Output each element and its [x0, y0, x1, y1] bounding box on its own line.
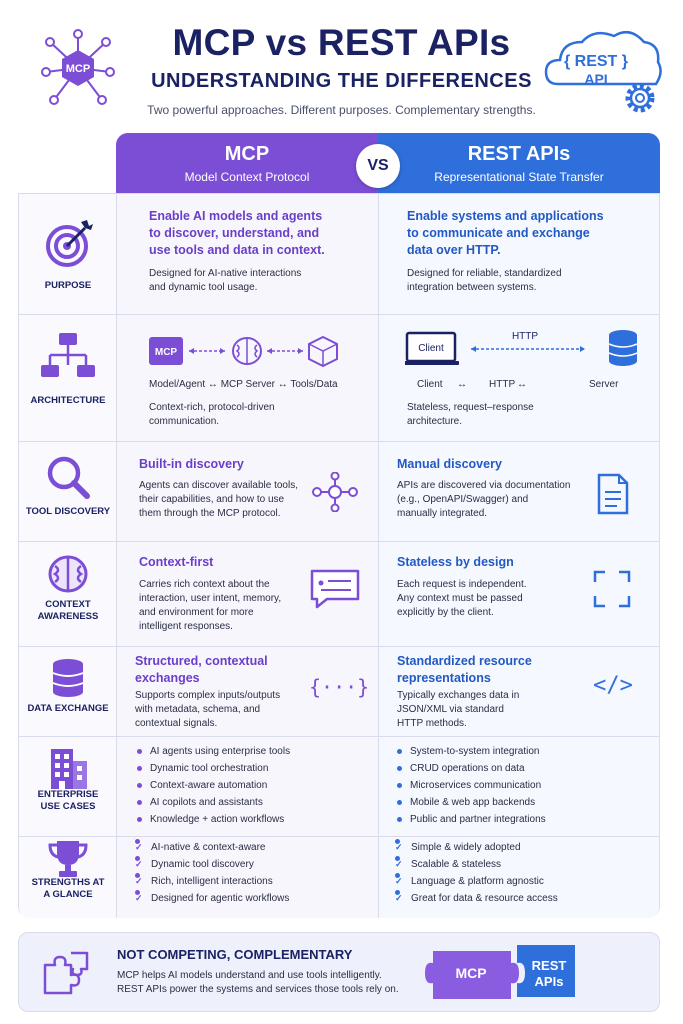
heading-line: Enable systems and applications — [407, 209, 604, 223]
mcp-strengths-list — [135, 839, 289, 907]
puzzle-rest-label-2: APIs — [534, 974, 564, 989]
page-tagline: Two powerful approaches. Different purposes. Complementary strengths. — [147, 103, 536, 117]
rest-flow-http: HTTP — [489, 379, 516, 390]
heading-line: representations — [397, 671, 491, 685]
rest-flow-arrow-2: ↔ — [517, 379, 527, 390]
list-item: Mobile & web app backends — [395, 794, 546, 811]
comparison-table — [18, 193, 660, 917]
rest-column-subtitle: Representational State Transfer — [434, 170, 604, 184]
brain-icon — [41, 552, 95, 606]
magnifier-icon — [41, 452, 95, 506]
tool-discovery-rest-body — [397, 479, 570, 521]
rest-flow-client: Client — [417, 379, 443, 390]
rest-logo-line2: API — [584, 71, 608, 87]
tool-discovery-mcp-body — [139, 479, 298, 521]
list-item: Dynamic tool orchestration — [135, 760, 290, 777]
puzzle-mcp-label: MCP — [455, 965, 487, 981]
list-item: ✓ Language & platform agnostic — [395, 873, 558, 890]
body-line: Typically exchanges data in — [397, 690, 520, 701]
context-rest-heading: Stateless by design — [397, 555, 514, 569]
heading-line: to communicate and exchange — [407, 226, 590, 240]
mcp-architecture-diagram — [147, 333, 347, 369]
purpose-mcp-body — [149, 267, 301, 295]
row-architecture — [19, 314, 659, 441]
body-line: Supports complex inputs/outputs — [135, 690, 281, 701]
heading-line: data over HTTP. — [407, 243, 501, 257]
puzzle-rest-label-1: REST — [531, 958, 567, 973]
list-item: Public and partner integrations — [395, 811, 546, 828]
body-line: Each request is independent. — [397, 579, 527, 590]
tool-discovery-rest-heading: Manual discovery — [397, 457, 502, 471]
network-nodes-icon — [311, 472, 359, 512]
list-item: ✓ Great for data & resource access — [395, 890, 558, 907]
body-line: (e.g., OpenAPI/Swagger) and — [397, 494, 529, 505]
label-line: AWARENESS — [37, 611, 99, 622]
footer-line: REST APIs power the systems and services those tools rely on. — [117, 984, 399, 995]
context-mcp-heading: Context-first — [139, 555, 214, 569]
rest-column-title: REST APIs — [467, 143, 571, 165]
rest-strengths-list — [395, 839, 558, 907]
row-data-exchange — [19, 646, 659, 736]
mcp-logo-text: MCP — [65, 63, 91, 75]
body-line: and dynamic tool usage. — [149, 282, 258, 293]
footer-title: NOT COMPETING, COMPLEMENTARY — [117, 947, 353, 962]
mcp-column-title: MCP — [224, 143, 270, 165]
label-line: CONTEXT — [45, 599, 91, 610]
body-line: architecture. — [407, 416, 463, 427]
mcp-column-header — [116, 133, 378, 193]
mcp-arch-box-label: MCP — [154, 347, 178, 358]
data-exchange-rest-body — [397, 689, 519, 731]
hierarchy-icon — [41, 331, 95, 385]
puzzle-mcp-rest-graphic — [425, 939, 595, 1007]
row-label-tool-discovery: TOOL DISCOVERY — [25, 506, 111, 517]
body-line: Designed for reliable, standardized — [407, 268, 562, 279]
heading-line: exchanges — [135, 671, 200, 685]
label-line: USE CASES — [40, 801, 96, 812]
document-icon — [595, 472, 631, 516]
body-line: contextual signals. — [135, 718, 218, 729]
body-line: communication. — [149, 416, 220, 427]
brain-chip-icon — [233, 338, 261, 364]
purpose-mcp-heading — [149, 208, 325, 259]
body-line: and environment for more — [139, 607, 254, 618]
mcp-column-subtitle: Model Context Protocol — [184, 170, 310, 184]
footer-text — [117, 969, 417, 997]
label-line: ENTERPRISE — [37, 789, 99, 800]
database-icon — [609, 330, 637, 366]
row-label-enterprise-use-cases — [19, 789, 117, 813]
heading-line: use tools and data in context. — [149, 243, 325, 257]
rest-api-cloud-icon — [540, 22, 665, 122]
list-item: System-to-system integration — [395, 743, 546, 760]
page-title: MCP vs REST APIs — [172, 22, 511, 63]
code-brackets-icon: </> — [593, 673, 633, 698]
puzzle-pieces-icon — [41, 949, 91, 997]
row-label-data-exchange: DATA EXCHANGE — [27, 703, 109, 714]
heading-line: Enable AI models and agents — [149, 209, 323, 223]
list-item: AI agents using enterprise tools — [135, 743, 290, 760]
label-line: A GLANCE — [43, 889, 93, 900]
list-item: ✓ Designed for agentic workflows — [135, 890, 289, 907]
footer-banner — [18, 932, 660, 1012]
list-item: Microservices communication — [395, 777, 546, 794]
body-line: integration between systems. — [407, 282, 537, 293]
body-line: them through the MCP protocol. — [139, 508, 281, 519]
rest-column-header — [378, 133, 660, 193]
chat-bubble-icon — [309, 568, 361, 610]
gear-icon — [628, 86, 652, 110]
vs-badge: VS — [356, 144, 400, 188]
architecture-rest-body — [407, 401, 534, 429]
curly-braces-icon: {···} — [309, 675, 370, 699]
body-line: interaction, user intent, memory, — [139, 593, 282, 604]
row-strengths — [19, 836, 659, 918]
list-item: Context-aware automation — [135, 777, 290, 794]
label-line: STRENGTHS AT — [31, 877, 105, 888]
list-item: Knowledge + action workflows — [135, 811, 290, 828]
context-mcp-body — [139, 578, 281, 634]
row-label-purpose: PURPOSE — [44, 280, 92, 291]
mcp-architecture-flow: Model/Agent ↔ MCP Server ↔ Tools/Data — [149, 379, 338, 390]
row-label-architecture: ARCHITECTURE — [30, 395, 106, 406]
body-line: with metadata, schema, and — [135, 704, 261, 715]
rest-flow-arrow: ↔ — [457, 379, 467, 390]
database-icon — [41, 655, 95, 709]
row-label-strengths — [19, 877, 117, 901]
data-exchange-rest-heading — [397, 653, 532, 687]
row-purpose — [19, 194, 659, 314]
body-line: APIs are discovered via documentation — [397, 480, 571, 491]
heading-line: to discover, understand, and — [149, 226, 320, 240]
body-line: Context-rich, protocol-driven — [149, 402, 275, 413]
rest-http-label: HTTP — [511, 331, 539, 342]
trophy-icon — [41, 839, 95, 879]
row-label-context-awareness — [19, 599, 117, 623]
body-line: their capabilities, and how to use — [139, 494, 285, 505]
data-exchange-mcp-body — [135, 689, 280, 731]
context-rest-body — [397, 578, 527, 620]
body-line: JSON/XML via standard — [397, 704, 504, 715]
row-tool-discovery — [19, 441, 659, 541]
list-item: ✓ Rich, intelligent interactions — [135, 873, 289, 890]
body-line: Stateless, request–response — [407, 402, 534, 413]
target-icon — [41, 216, 95, 270]
rest-architecture-diagram — [405, 327, 645, 371]
body-line: manually integrated. — [397, 508, 488, 519]
header — [0, 0, 683, 130]
rest-flow-server: Server — [589, 379, 619, 390]
list-item: AI copilots and assistants — [135, 794, 290, 811]
purpose-rest-body — [407, 267, 562, 295]
body-line: Designed for AI-native interactions — [149, 268, 302, 279]
cube-icon — [309, 337, 337, 366]
architecture-mcp-body — [149, 401, 275, 429]
tool-discovery-mcp-heading: Built-in discovery — [139, 457, 244, 471]
row-enterprise-use-cases — [19, 736, 659, 836]
heading-line: Standardized resource — [397, 654, 532, 668]
list-item: ✓ Simple & widely adopted — [395, 839, 558, 856]
body-line: intelligent responses. — [139, 621, 233, 632]
page-subtitle: UNDERSTANDING THE DIFFERENCES — [151, 70, 532, 92]
body-line: Carries rich context about the — [139, 579, 270, 590]
body-line: HTTP methods. — [397, 718, 467, 729]
list-item: ✓ Dynamic tool discovery — [135, 856, 289, 873]
row-context-awareness — [19, 541, 659, 646]
body-line: Any context must be passed — [397, 593, 523, 604]
rest-logo-line1: { REST } — [563, 53, 629, 70]
frame-corners-icon — [593, 570, 631, 608]
body-line: explicitly by the client. — [397, 607, 494, 618]
purpose-rest-heading — [407, 208, 604, 259]
mcp-use-case-list — [135, 743, 290, 828]
heading-line: Structured, contextual — [135, 654, 268, 668]
rest-client-box-label: Client — [418, 343, 444, 354]
list-item: ✓ AI-native & context-aware — [135, 839, 289, 856]
rest-use-case-list — [395, 743, 546, 828]
data-exchange-mcp-heading — [135, 653, 268, 687]
list-item: CRUD operations on data — [395, 760, 546, 777]
footer-line: MCP helps AI models understand and use tools intelligently. — [117, 970, 382, 981]
list-item: ✓ Scalable & stateless — [395, 856, 558, 873]
body-line: Agents can discover available tools, — [139, 480, 298, 491]
